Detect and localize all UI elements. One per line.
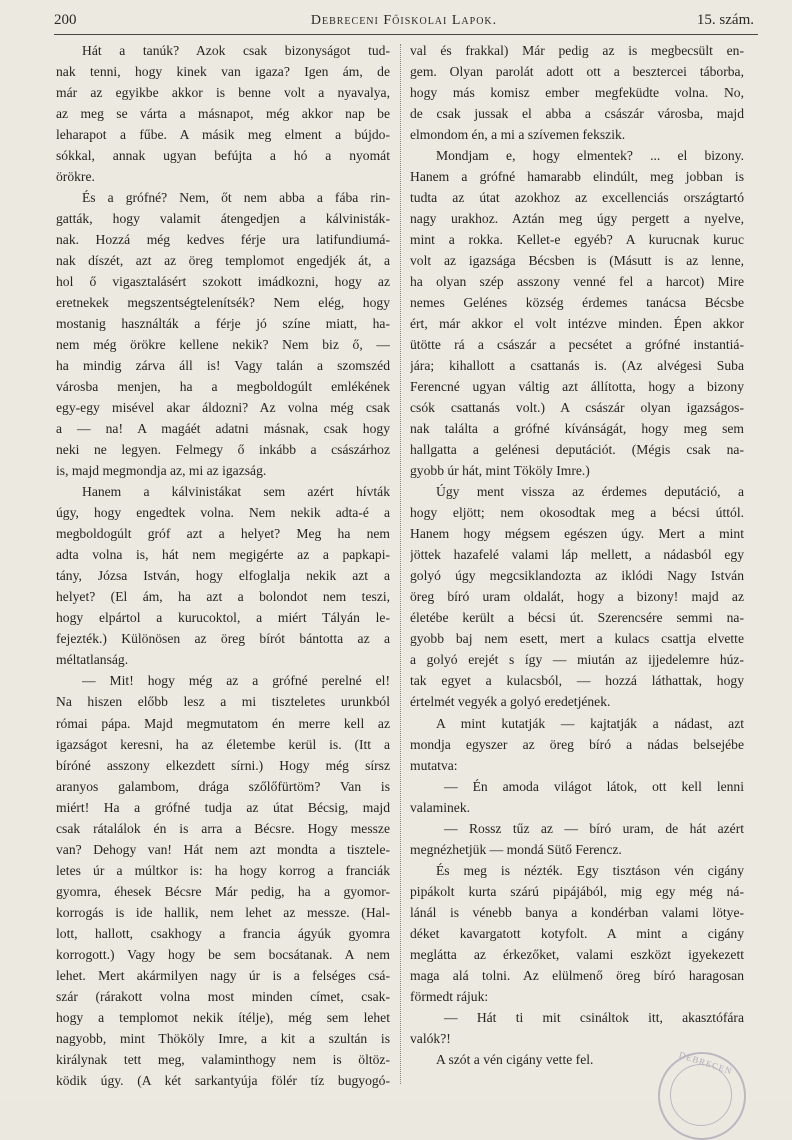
text-line: mint a rokka. Kellet-e egyéb? A kurucnak kuruc [410,232,744,248]
library-stamp [658,1049,746,1140]
text-line: gyomra, éhesek Bécsre Már pedig, ha a gyomor- [56,883,390,899]
text-line: gyobb baj nem esett, mert a kulacs csattja elvette [410,631,744,647]
text-line: örökre. [56,169,95,185]
text-line: letes úr a múltkor is: ha hogy korrog a franciák [56,862,390,878]
journal-title: Debreceni Főiskolai Lapok. [310,13,498,28]
text-line: leharapot a fűbe. A másik meg elment a bújdo- [56,127,390,143]
text-line: gyobb úr hát, mint Tököly Imre.) [410,463,590,479]
text-line: jöttek hazafelé valami láp mellett, a nádasból egy [410,547,744,563]
text-line: hogy a templomot nekik ítélje), még sem lehet [56,1009,390,1025]
text-line: nagy urakhoz. Aztán meg úgy pergett a nyelve, [410,211,744,227]
text-line: lánál is vénebb banya a kondérban valami lötye- [410,904,744,920]
text-line: Hanem a grófné hamarabb elindúlt, meg jobban is [410,169,744,185]
text-line: nemes Gelénes község érdemes tanácsa Bécsbe [410,295,744,311]
text-line: ködik úgy. (A két sarkantyúja fölér tíz bugyogó- [56,1072,390,1088]
text-line: förmedt rájuk: [410,988,489,1004]
text-line: királynak tett meg, valaminthogy nem is öltöz- [56,1051,390,1067]
text-line: volt az igazsága Bécsben is (Másutt is az lenne, [410,253,744,269]
text-line: elmondom én, a mi a szívemen fekszik. [410,127,626,143]
text-line: nak. Hozzá még kedves férje ura latifundiumá- [56,232,390,248]
issue-number: 15. szám. [696,12,754,28]
text-line: csók csattanás volt.) A császár olyan igazságos- [410,400,744,416]
text-line: méltatlanság. [56,652,129,668]
text-line: öreg bíró uram oldalát, hogy a bizony! majd az [410,589,744,605]
text-line: gatták, hogy valamit átengedjen a kálvinisták- [56,211,390,227]
text-line: A szót a vén cigány vette fel. [436,1051,594,1067]
text-line: helyet? (El ám, ha azt a bolondot nem teszi, [56,589,390,605]
text-line: nak tenni, hogy kinek van igaza? Igen ám, de [56,64,390,80]
text-line: a — na! A magáét adatni másnak, csak hogy [56,421,390,437]
text-line: Mondjam e, hogy elmentek? ... el bizony. [436,148,744,164]
text-line: aranyos galambom, drága szőlőfürtöm? Van is [56,778,390,794]
text-line: hogy eljött; nem okosodtak meg a bécsi úttól. [410,505,744,521]
text-line: már az egyikbe akkor is benne volt a nyavalya, [56,85,390,101]
text-line: golyó úgy megcsiklandozta az iklódi Nagy István [410,568,744,584]
text-line: — Hát ti mit csináltok itt, akasztófára [444,1009,744,1025]
text-line: — Én amoda világot látok, ott kell lenni [444,778,744,794]
text-line: egy-egy misével akar áldozni? Az volna még csak [56,400,390,416]
text-line: Úgy ment vissza az érdemes deputáció, a [436,484,744,500]
text-line: ért, már akkor el volt intézve minden. Épen akkor [410,316,744,332]
text-line: ütötte rá a császár a pecsétet a grófné instantiá- [410,337,744,353]
text-line: — Rossz tűz az — bíró uram, de hát azért [444,820,744,836]
text-line: igazságot keresni, ha az életembe kerül is. (Itt a [56,736,390,752]
right-column [410,40,744,1070]
text-line: lehet. Mert akármilyen nagy úr is a felséges csá- [56,967,390,983]
text-line: hol ő vigasztalásért szokott imádkozni, hogy az [56,274,390,290]
text-line: valaminek. [410,799,471,815]
text-line: tak egyet a kulacsból, — hozzá láthattak, hogy [410,673,744,689]
text-line: Hanem a kálvinistákat sem azért hívták [82,484,390,500]
text-line: megboldogúlt gróf azt a helyet? Meg ha nem [56,526,390,542]
text-line: is, majd megmondja az, mi az igazság. [56,463,267,479]
text-line: mostanig használták a férje jó színe miatt, ha- [56,316,390,332]
text-line: ha olyan szép asszony venné fel a harcot) Mire [410,274,744,290]
text-line: van? Dehogy van! Hát nem azt mondta a tisztele- [56,841,390,857]
text-line: déket kavargatott kotyfolt. A mint a cigány [410,925,744,941]
text-line: mutatva: [410,757,458,773]
left-column [56,40,390,1091]
text-line: szár (rárakott volna most minden címet, csak- [56,988,390,1004]
text-line: nak találta a grófné kívánságát, hogy meg sem [410,421,744,437]
text-line: nem még örökre kellene nekik? Nem biz ő, — [56,337,390,353]
text-line: hogy más komisz ember megfeküdte volna. No, [410,85,744,101]
text-line: városba menjen, ha a megboldogúlt emlékének [56,379,390,395]
text-line: korrogott.) Vagy hogy be sem bocsátanak. A nem [56,946,390,962]
text-line: hogy elpártol a kurucoktol, a miért Tályán le- [56,610,390,626]
text-line: Na hiszen előbb lesz a mi tiszteletes urunkból [56,694,390,710]
stamp-text: DEBRECEN [677,1049,734,1077]
text-line: meglátta az érkezőket, valami eszközt igyekezett [410,946,744,962]
text-line: de csak jussak el abba a császár városba, majd [410,106,744,122]
text-line: fejezték.) Különösen az öreg bírót bántotta az a [56,631,390,647]
text-line: eretnekek megszentségtelenítsék? Nem elég, hogy [56,295,390,311]
text-line: jára; kihallott a csattanás is. (Az alvégesi Suba [410,358,744,374]
text-line: gem. Olyan parolát adott ott a besztercei táborba, [410,64,744,80]
text-line: úgy, hogy engedtek volna. Nem nekik adta-é a [56,505,390,521]
text-line: És meg is nézték. Egy tisztáson vén cigány [436,862,744,878]
text-line: római pápa. Majd megmutatom én merre kell az [56,715,390,731]
text-line: az meg se várta a másnapot, még akkor nap be [56,106,390,122]
text-line: — Mit! hogy még az a grófné perelné el! [82,673,390,689]
text-line: lott, hallott, csakhogy a francia ágyúk gyomra [56,925,390,941]
text-line: hallgatta a gelénesi deputációt. (Mégis csak na- [410,442,744,458]
text-line: nagyobb, mint Thököly Imre, a kit a szultán is [56,1030,390,1046]
text-line: ha mindig zárva áll is! Vagy talán a szomszéd [56,358,390,374]
text-line: val és frakkal) Már pedig az is megbecsült en- [410,43,744,58]
text-line: csak rátalálok én is arra a Bécsre. Hogy messze [56,820,390,836]
text-line: Hanem hogy mégsem egészen úgy. Mert a mint [410,526,744,542]
text-line: Hát a tanúk? Azok csak bizonyságot tud- [82,43,390,58]
text-line: maga alá tolni. Az elülmenő öreg bíró haragosan [410,967,744,983]
text-line: sókkal, annak ugyan befújta a hó a nyomát [56,148,390,164]
column-divider [400,44,401,1084]
page-header [54,10,754,34]
text-line: a golyó erejét s így — miután az ijjedelemre húz- [410,652,744,668]
text-line: pipákolt kurta szárú pipájából, mig egy még ná- [410,883,744,899]
page-number: 200 [54,12,77,28]
text-line: tudta az útat azokhoz az excellenciás országtartó [410,190,744,206]
text-line: bíróné asszony elkezdett sírni.) Hogy még sírsz [56,757,390,773]
text-line: valók?! [410,1030,451,1046]
text-line: korrogás is ide hallik, nem lehet az messze. (Hal- [56,904,390,920]
text-line: A mint kutatják — kajtatják a nádast, azt [436,715,744,731]
text-line: tány, Józsa István, hogy elfoglalja nekik azt a [56,568,390,584]
text-line: értelmét vegyék a golyó eredetjének. [410,694,611,710]
header-rule [54,34,758,35]
text-line: életébe került a bécsi út. Szerencsére semmi na- [410,610,744,626]
text-line: neki ne legyen. Felmegy ő inkább a császárhoz [56,442,390,458]
text-line: nak díszét, azt az öreg templomot engedjék át, a [56,253,390,269]
text-line: És a grófné? Nem, őt nem abba a fába rin- [82,190,390,206]
text-line: mondja egyszer az öreg bíró a nádas belsejébe [410,736,744,752]
text-line: miért! Ha a grófné tudja az útat Bécsig, majd [56,799,390,815]
text-line: megnézhetjük — mondá Sütő Ferencz. [410,841,622,857]
text-line: adta volna is, hát nem megigérte az a papkapi- [56,547,390,563]
text-line: Ferencné ugyan váltig azt állította, hogy a bizony [410,379,744,395]
